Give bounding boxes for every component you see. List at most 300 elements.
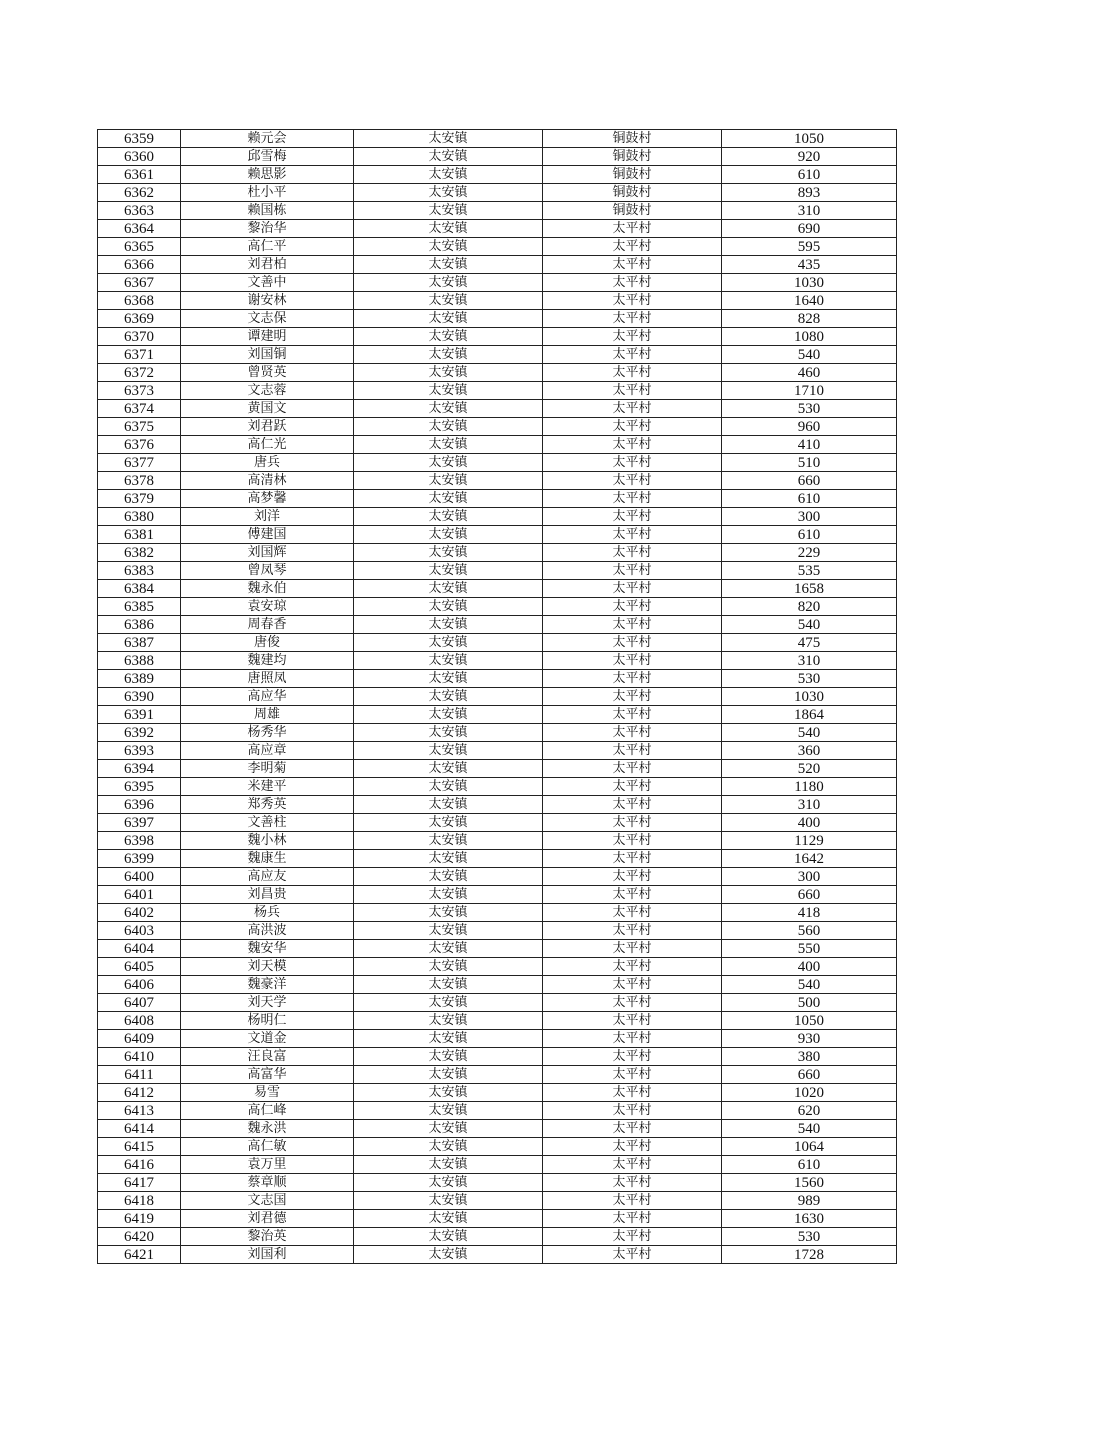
name-cell: 李明菊 (181, 760, 354, 778)
row-number-cell: 6398 (98, 832, 181, 850)
amount-cell: 828 (722, 310, 897, 328)
name-cell: 蔡章顺 (181, 1174, 354, 1192)
village-cell: 太平村 (543, 796, 722, 814)
village-cell: 太平村 (543, 994, 722, 1012)
table-row (98, 1228, 897, 1246)
table-row (98, 1192, 897, 1210)
village-cell: 铜鼓村 (543, 130, 722, 148)
table-row (98, 220, 897, 238)
name-cell: 文善柱 (181, 814, 354, 832)
amount-cell: 1630 (722, 1210, 897, 1228)
name-cell: 刘君德 (181, 1210, 354, 1228)
village-cell: 铜鼓村 (543, 184, 722, 202)
table-row (98, 832, 897, 850)
name-cell: 高洪波 (181, 922, 354, 940)
row-number-cell: 6360 (98, 148, 181, 166)
name-cell: 文善中 (181, 274, 354, 292)
name-cell: 杨兵 (181, 904, 354, 922)
town-cell: 太安镇 (354, 1084, 543, 1102)
amount-cell: 989 (722, 1192, 897, 1210)
name-cell: 刘天学 (181, 994, 354, 1012)
row-number-cell: 6367 (98, 274, 181, 292)
amount-cell: 418 (722, 904, 897, 922)
table-row (98, 418, 897, 436)
row-number-cell: 6379 (98, 490, 181, 508)
name-cell: 魏建均 (181, 652, 354, 670)
town-cell: 太安镇 (354, 202, 543, 220)
row-number-cell: 6387 (98, 634, 181, 652)
town-cell: 太安镇 (354, 1030, 543, 1048)
town-cell: 太安镇 (354, 832, 543, 850)
name-cell: 唐俊 (181, 634, 354, 652)
name-cell: 高富华 (181, 1066, 354, 1084)
village-cell: 太平村 (543, 328, 722, 346)
town-cell: 太安镇 (354, 292, 543, 310)
amount-cell: 930 (722, 1030, 897, 1048)
name-cell: 高清林 (181, 472, 354, 490)
amount-cell: 540 (722, 976, 897, 994)
town-cell: 太安镇 (354, 850, 543, 868)
table-row (98, 436, 897, 454)
row-number-cell: 6395 (98, 778, 181, 796)
name-cell: 唐照凤 (181, 670, 354, 688)
amount-cell: 300 (722, 868, 897, 886)
table-body (98, 130, 897, 1264)
name-cell: 汪良富 (181, 1048, 354, 1066)
name-cell: 易雪 (181, 1084, 354, 1102)
table-row (98, 274, 897, 292)
amount-cell: 530 (722, 400, 897, 418)
row-number-cell: 6404 (98, 940, 181, 958)
village-cell: 太平村 (543, 1066, 722, 1084)
village-cell: 太平村 (543, 958, 722, 976)
name-cell: 周雄 (181, 706, 354, 724)
amount-cell: 1728 (722, 1246, 897, 1264)
village-cell: 太平村 (543, 688, 722, 706)
town-cell: 太安镇 (354, 274, 543, 292)
row-number-cell: 6413 (98, 1102, 181, 1120)
amount-cell: 820 (722, 598, 897, 616)
name-cell: 赖元会 (181, 130, 354, 148)
town-cell: 太安镇 (354, 688, 543, 706)
village-cell: 太平村 (543, 544, 722, 562)
table-row (98, 562, 897, 580)
village-cell: 太平村 (543, 274, 722, 292)
table-row (98, 148, 897, 166)
village-cell: 太平村 (543, 1048, 722, 1066)
village-cell: 太平村 (543, 742, 722, 760)
table-row (98, 652, 897, 670)
row-number-cell: 6388 (98, 652, 181, 670)
village-cell: 太平村 (543, 1012, 722, 1030)
table-row (98, 778, 897, 796)
name-cell: 刘君柏 (181, 256, 354, 274)
town-cell: 太安镇 (354, 1228, 543, 1246)
table-row (98, 670, 897, 688)
row-number-cell: 6359 (98, 130, 181, 148)
table-row (98, 526, 897, 544)
village-cell: 太平村 (543, 472, 722, 490)
row-number-cell: 6362 (98, 184, 181, 202)
name-cell: 魏永洪 (181, 1120, 354, 1138)
amount-cell: 1020 (722, 1084, 897, 1102)
town-cell: 太安镇 (354, 364, 543, 382)
table-row (98, 1156, 897, 1174)
amount-cell: 690 (722, 220, 897, 238)
name-cell: 刘洋 (181, 508, 354, 526)
village-cell: 太平村 (543, 1156, 722, 1174)
amount-cell: 1658 (722, 580, 897, 598)
village-cell: 太平村 (543, 346, 722, 364)
amount-cell: 1050 (722, 130, 897, 148)
amount-cell: 920 (722, 148, 897, 166)
row-number-cell: 6417 (98, 1174, 181, 1192)
amount-cell: 595 (722, 238, 897, 256)
amount-cell: 380 (722, 1048, 897, 1066)
table-row (98, 814, 897, 832)
town-cell: 太安镇 (354, 1156, 543, 1174)
table-row (98, 166, 897, 184)
town-cell: 太安镇 (354, 994, 543, 1012)
town-cell: 太安镇 (354, 166, 543, 184)
village-cell: 太平村 (543, 382, 722, 400)
name-cell: 黎治英 (181, 1228, 354, 1246)
village-cell: 太平村 (543, 1174, 722, 1192)
row-number-cell: 6377 (98, 454, 181, 472)
table-row (98, 400, 897, 418)
table-row (98, 202, 897, 220)
town-cell: 太安镇 (354, 130, 543, 148)
town-cell: 太安镇 (354, 472, 543, 490)
name-cell: 刘国利 (181, 1246, 354, 1264)
town-cell: 太安镇 (354, 400, 543, 418)
town-cell: 太安镇 (354, 544, 543, 562)
row-number-cell: 6370 (98, 328, 181, 346)
row-number-cell: 6374 (98, 400, 181, 418)
row-number-cell: 6372 (98, 364, 181, 382)
name-cell: 高仁光 (181, 436, 354, 454)
row-number-cell: 6409 (98, 1030, 181, 1048)
table-row (98, 1174, 897, 1192)
name-cell: 赖思影 (181, 166, 354, 184)
village-cell: 太平村 (543, 1102, 722, 1120)
village-cell: 太平村 (543, 1192, 722, 1210)
name-cell: 魏豪洋 (181, 976, 354, 994)
row-number-cell: 6421 (98, 1246, 181, 1264)
amount-cell: 1642 (722, 850, 897, 868)
village-cell: 太平村 (543, 400, 722, 418)
village-cell: 太平村 (543, 868, 722, 886)
table-row (98, 940, 897, 958)
town-cell: 太安镇 (354, 310, 543, 328)
row-number-cell: 6364 (98, 220, 181, 238)
table-row (98, 1210, 897, 1228)
table-row (98, 796, 897, 814)
row-number-cell: 6378 (98, 472, 181, 490)
amount-cell: 400 (722, 958, 897, 976)
town-cell: 太安镇 (354, 1012, 543, 1030)
village-cell: 太平村 (543, 436, 722, 454)
table-row (98, 310, 897, 328)
village-cell: 太平村 (543, 418, 722, 436)
table-row (98, 1084, 897, 1102)
row-number-cell: 6415 (98, 1138, 181, 1156)
name-cell: 魏永伯 (181, 580, 354, 598)
table-row (98, 328, 897, 346)
amount-cell: 560 (722, 922, 897, 940)
amount-cell: 1864 (722, 706, 897, 724)
table-row (98, 886, 897, 904)
name-cell: 曾贤英 (181, 364, 354, 382)
name-cell: 傅建国 (181, 526, 354, 544)
row-number-cell: 6392 (98, 724, 181, 742)
town-cell: 太安镇 (354, 454, 543, 472)
village-cell: 太平村 (543, 1138, 722, 1156)
village-cell: 太平村 (543, 616, 722, 634)
row-number-cell: 6403 (98, 922, 181, 940)
amount-cell: 610 (722, 526, 897, 544)
table-row (98, 184, 897, 202)
name-cell: 文道金 (181, 1030, 354, 1048)
row-number-cell: 6375 (98, 418, 181, 436)
name-cell: 黎治华 (181, 220, 354, 238)
amount-cell: 540 (722, 724, 897, 742)
village-cell: 太平村 (543, 778, 722, 796)
amount-cell: 1030 (722, 688, 897, 706)
amount-cell: 400 (722, 814, 897, 832)
row-number-cell: 6400 (98, 868, 181, 886)
name-cell: 杨明仁 (181, 1012, 354, 1030)
amount-cell: 1050 (722, 1012, 897, 1030)
town-cell: 太安镇 (354, 490, 543, 508)
name-cell: 袁安琼 (181, 598, 354, 616)
town-cell: 太安镇 (354, 670, 543, 688)
town-cell: 太安镇 (354, 922, 543, 940)
row-number-cell: 6390 (98, 688, 181, 706)
village-cell: 铜鼓村 (543, 166, 722, 184)
town-cell: 太安镇 (354, 814, 543, 832)
village-cell: 太平村 (543, 364, 722, 382)
row-number-cell: 6373 (98, 382, 181, 400)
amount-cell: 610 (722, 1156, 897, 1174)
town-cell: 太安镇 (354, 562, 543, 580)
name-cell: 刘国铜 (181, 346, 354, 364)
table-row (98, 1246, 897, 1264)
name-cell: 高应章 (181, 742, 354, 760)
table-row (98, 1138, 897, 1156)
row-number-cell: 6386 (98, 616, 181, 634)
amount-cell: 520 (722, 760, 897, 778)
amount-cell: 660 (722, 472, 897, 490)
name-cell: 周春香 (181, 616, 354, 634)
town-cell: 太安镇 (354, 418, 543, 436)
town-cell: 太安镇 (354, 976, 543, 994)
row-number-cell: 6408 (98, 1012, 181, 1030)
table-row (98, 580, 897, 598)
amount-cell: 435 (722, 256, 897, 274)
town-cell: 太安镇 (354, 436, 543, 454)
amount-cell: 1560 (722, 1174, 897, 1192)
village-cell: 太平村 (543, 292, 722, 310)
amount-cell: 310 (722, 652, 897, 670)
town-cell: 太安镇 (354, 1066, 543, 1084)
row-number-cell: 6405 (98, 958, 181, 976)
amount-cell: 475 (722, 634, 897, 652)
table-row (98, 850, 897, 868)
town-cell: 太安镇 (354, 1246, 543, 1264)
row-number-cell: 6369 (98, 310, 181, 328)
amount-cell: 1710 (722, 382, 897, 400)
name-cell: 谢安林 (181, 292, 354, 310)
row-number-cell: 6365 (98, 238, 181, 256)
town-cell: 太安镇 (354, 1048, 543, 1066)
table-row (98, 472, 897, 490)
amount-cell: 540 (722, 346, 897, 364)
row-number-cell: 6418 (98, 1192, 181, 1210)
row-number-cell: 6402 (98, 904, 181, 922)
row-number-cell: 6397 (98, 814, 181, 832)
amount-cell: 550 (722, 940, 897, 958)
row-number-cell: 6383 (98, 562, 181, 580)
name-cell: 刘国辉 (181, 544, 354, 562)
village-cell: 太平村 (543, 1246, 722, 1264)
row-number-cell: 6371 (98, 346, 181, 364)
table-row (98, 1030, 897, 1048)
amount-cell: 510 (722, 454, 897, 472)
row-number-cell: 6394 (98, 760, 181, 778)
village-cell: 太平村 (543, 706, 722, 724)
town-cell: 太安镇 (354, 328, 543, 346)
row-number-cell: 6410 (98, 1048, 181, 1066)
town-cell: 太安镇 (354, 346, 543, 364)
amount-cell: 540 (722, 1120, 897, 1138)
village-cell: 太平村 (543, 220, 722, 238)
village-cell: 太平村 (543, 562, 722, 580)
row-number-cell: 6366 (98, 256, 181, 274)
name-cell: 高仁峰 (181, 1102, 354, 1120)
name-cell: 魏安华 (181, 940, 354, 958)
village-cell: 太平村 (543, 832, 722, 850)
name-cell: 高应华 (181, 688, 354, 706)
town-cell: 太安镇 (354, 796, 543, 814)
amount-cell: 310 (722, 796, 897, 814)
amount-cell: 310 (722, 202, 897, 220)
amount-cell: 500 (722, 994, 897, 1012)
name-cell: 文志国 (181, 1192, 354, 1210)
table-row (98, 1048, 897, 1066)
table-row (98, 976, 897, 994)
row-number-cell: 6420 (98, 1228, 181, 1246)
town-cell: 太安镇 (354, 148, 543, 166)
amount-cell: 410 (722, 436, 897, 454)
name-cell: 曾凤琴 (181, 562, 354, 580)
name-cell: 魏小林 (181, 832, 354, 850)
village-cell: 太平村 (543, 1030, 722, 1048)
name-cell: 高仁敏 (181, 1138, 354, 1156)
row-number-cell: 6361 (98, 166, 181, 184)
table-row (98, 454, 897, 472)
village-cell: 太平村 (543, 508, 722, 526)
amount-cell: 535 (722, 562, 897, 580)
row-number-cell: 6382 (98, 544, 181, 562)
table-row (98, 616, 897, 634)
amount-cell: 1129 (722, 832, 897, 850)
table-row (98, 382, 897, 400)
row-number-cell: 6399 (98, 850, 181, 868)
village-cell: 太平村 (543, 580, 722, 598)
row-number-cell: 6412 (98, 1084, 181, 1102)
village-cell: 太平村 (543, 670, 722, 688)
row-number-cell: 6376 (98, 436, 181, 454)
amount-cell: 960 (722, 418, 897, 436)
village-cell: 太平村 (543, 652, 722, 670)
town-cell: 太安镇 (354, 616, 543, 634)
row-number-cell: 6414 (98, 1120, 181, 1138)
table-row (98, 1012, 897, 1030)
amount-cell: 660 (722, 1066, 897, 1084)
table-row (98, 1066, 897, 1084)
row-number-cell: 6407 (98, 994, 181, 1012)
amount-cell: 530 (722, 1228, 897, 1246)
amount-cell: 1180 (722, 778, 897, 796)
amount-cell: 300 (722, 508, 897, 526)
town-cell: 太安镇 (354, 1138, 543, 1156)
table-row (98, 364, 897, 382)
table-row (98, 994, 897, 1012)
amount-cell: 460 (722, 364, 897, 382)
row-number-cell: 6406 (98, 976, 181, 994)
town-cell: 太安镇 (354, 184, 543, 202)
table-row (98, 922, 897, 940)
table-row (98, 1120, 897, 1138)
amount-cell: 893 (722, 184, 897, 202)
table-row (98, 130, 897, 148)
table-row (98, 1102, 897, 1120)
table-row (98, 904, 897, 922)
name-cell: 刘昌贵 (181, 886, 354, 904)
amount-cell: 1064 (722, 1138, 897, 1156)
row-number-cell: 6391 (98, 706, 181, 724)
village-cell: 太平村 (543, 310, 722, 328)
village-cell: 太平村 (543, 454, 722, 472)
row-number-cell: 6380 (98, 508, 181, 526)
table-row (98, 346, 897, 364)
town-cell: 太安镇 (354, 1210, 543, 1228)
town-cell: 太安镇 (354, 1174, 543, 1192)
village-cell: 太平村 (543, 634, 722, 652)
amount-cell: 1080 (722, 328, 897, 346)
town-cell: 太安镇 (354, 1192, 543, 1210)
name-cell: 高仁平 (181, 238, 354, 256)
village-cell: 太平村 (543, 526, 722, 544)
town-cell: 太安镇 (354, 706, 543, 724)
village-cell: 太平村 (543, 922, 722, 940)
town-cell: 太安镇 (354, 220, 543, 238)
amount-cell: 1640 (722, 292, 897, 310)
data-table (97, 129, 897, 1264)
village-cell: 太平村 (543, 760, 722, 778)
table-row (98, 868, 897, 886)
amount-cell: 660 (722, 886, 897, 904)
row-number-cell: 6411 (98, 1066, 181, 1084)
table-row (98, 508, 897, 526)
table-row (98, 544, 897, 562)
town-cell: 太安镇 (354, 760, 543, 778)
town-cell: 太安镇 (354, 1120, 543, 1138)
village-cell: 太平村 (543, 1120, 722, 1138)
village-cell: 铜鼓村 (543, 202, 722, 220)
amount-cell: 1030 (722, 274, 897, 292)
